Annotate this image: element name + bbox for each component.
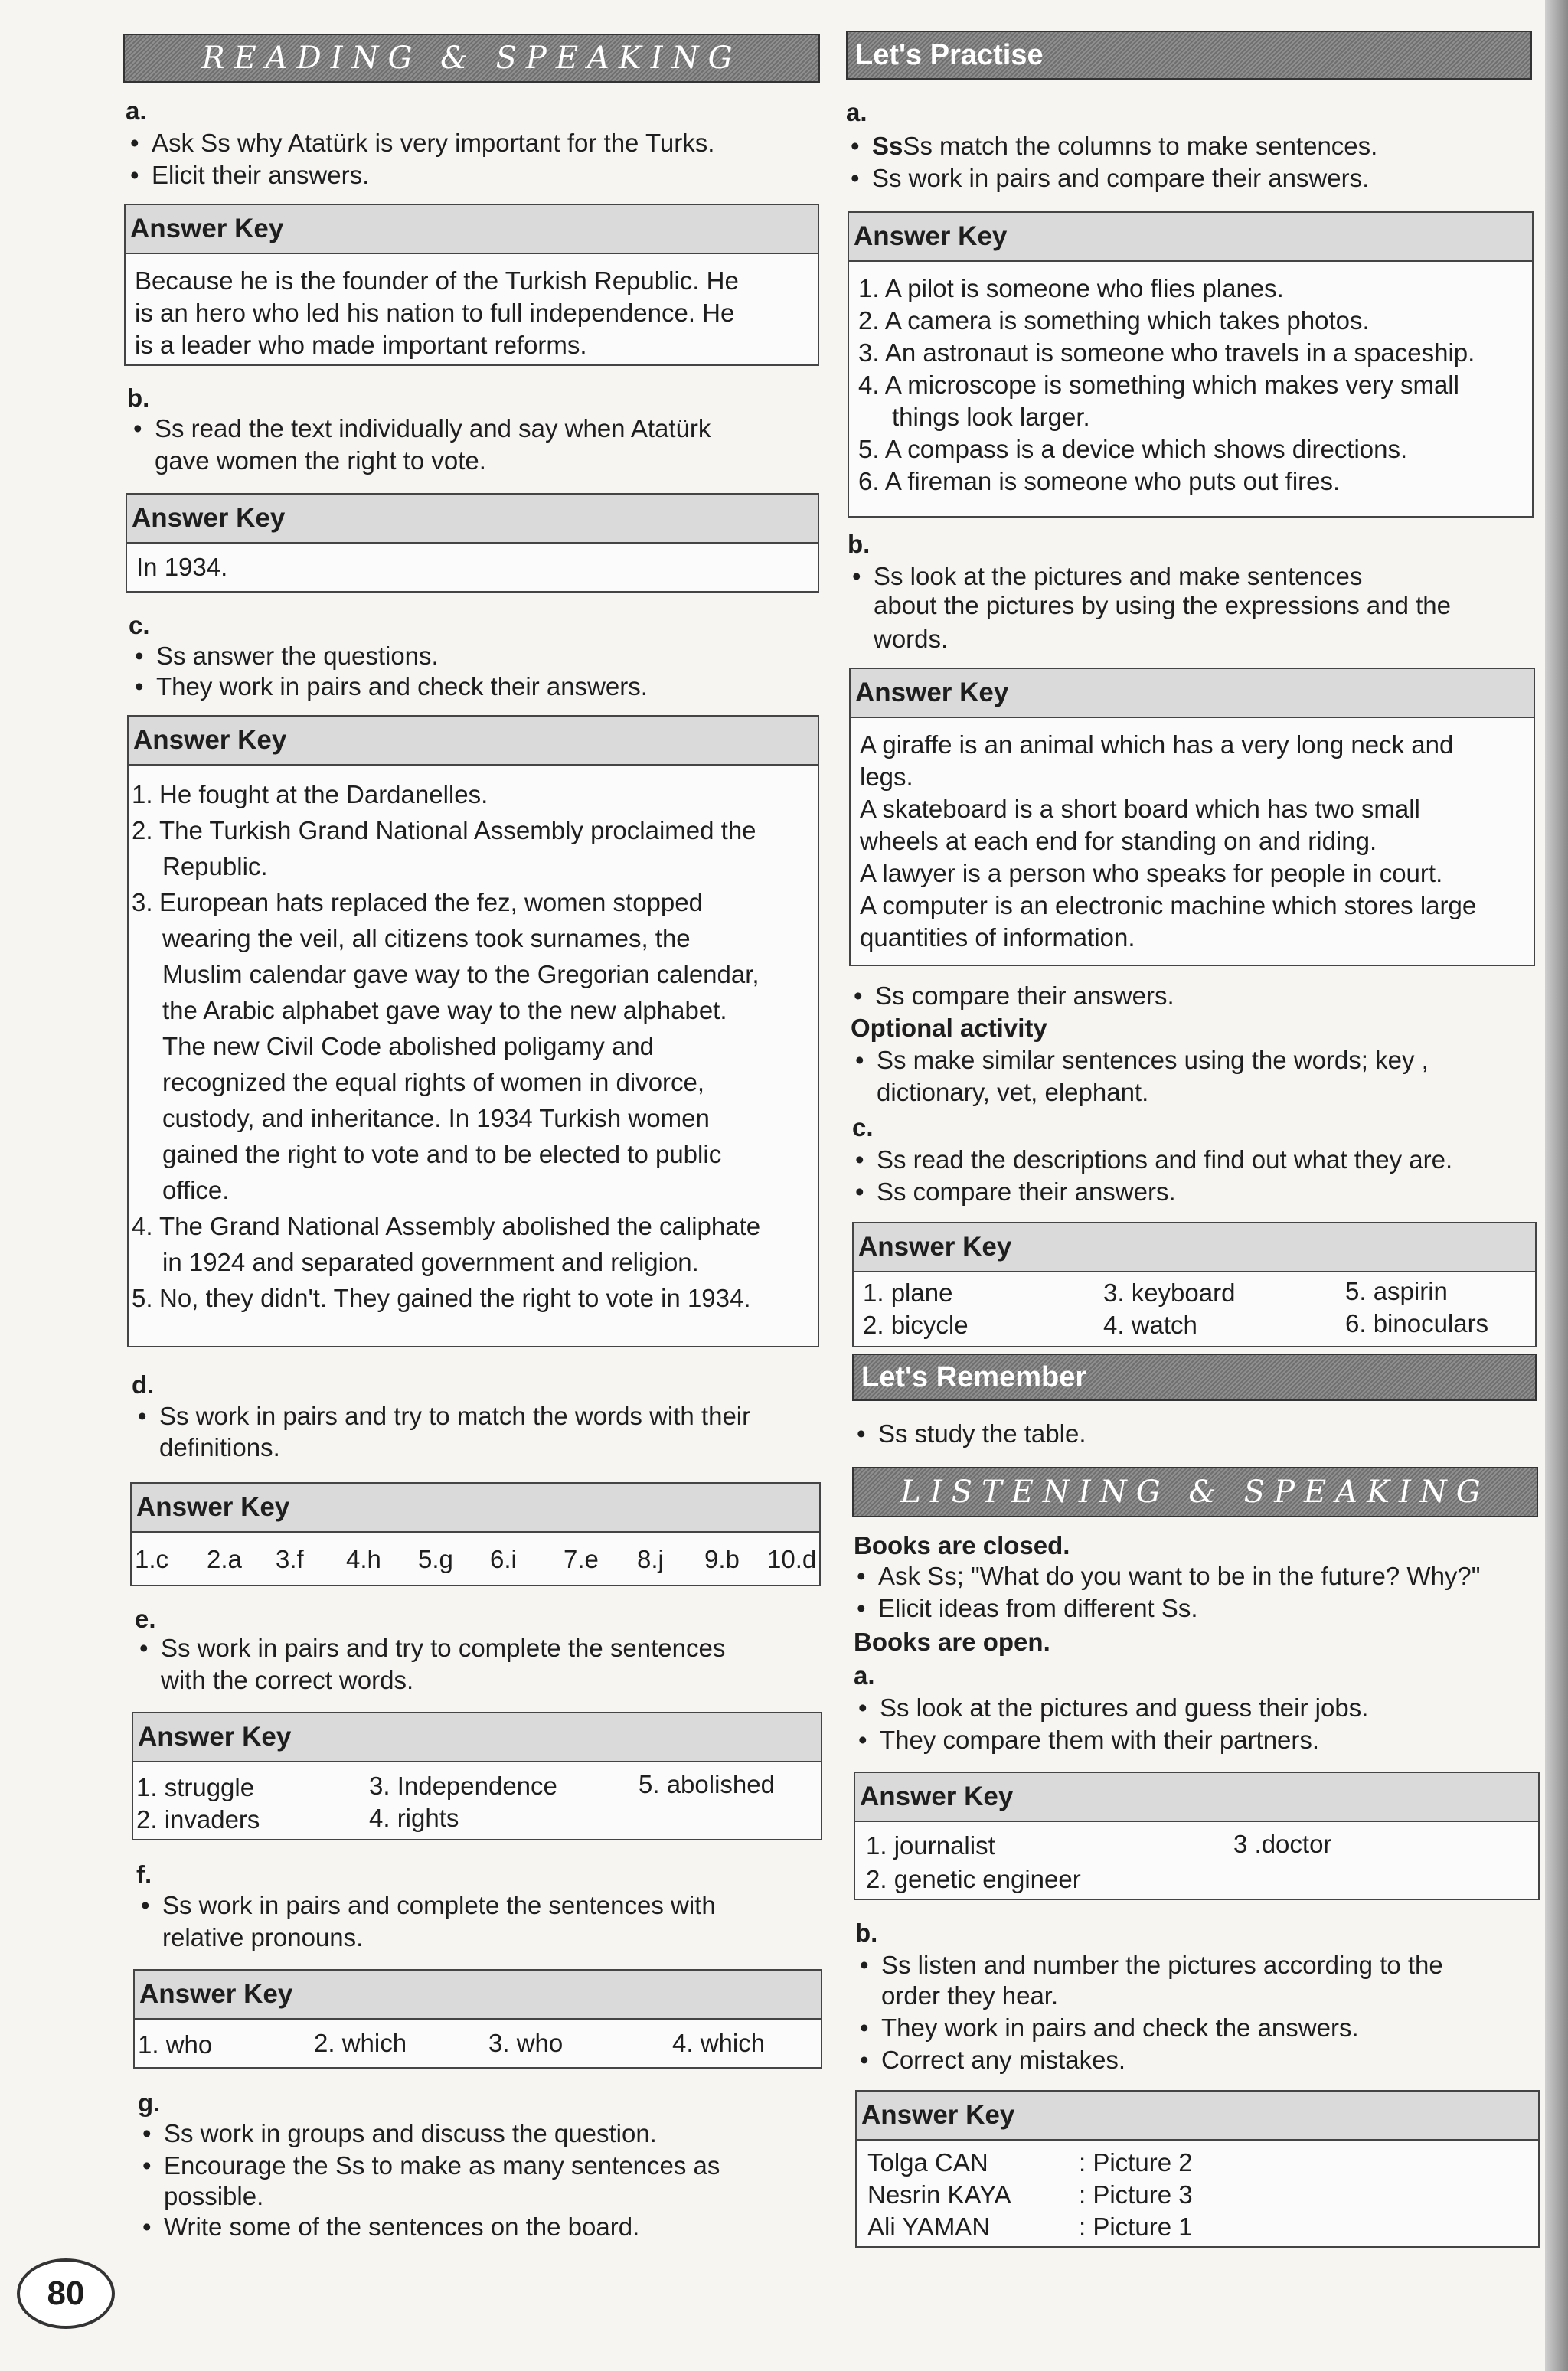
bullet: • Ss compare their answers.	[877, 1176, 1176, 1208]
answer-cell: 3 .doctor	[1233, 1830, 1332, 1858]
answer-key-title: Answer Key	[133, 1713, 821, 1762]
answer-line: is an hero who led his nation to full independence. He	[135, 299, 735, 327]
picture-number: : Picture 3	[1079, 2180, 1193, 2209]
student-name: Ali YAMAN	[867, 2213, 991, 2241]
answer-line: A computer is an electronic machine which stores large	[860, 891, 1477, 919]
bullet: • Ss work in pairs and try to complete the sentences	[161, 1632, 725, 1664]
bullet-continuation: with the correct words.	[161, 1666, 414, 1694]
section-f-letter: f.	[136, 1860, 152, 1889]
answer-key-box	[849, 668, 1535, 966]
answer-key-title: Answer Key	[854, 1223, 1535, 1272]
answer-key-box	[133, 1969, 822, 2069]
section-e-letter: e.	[135, 1605, 156, 1633]
answer-key-title: Answer Key	[126, 205, 818, 254]
section-a-letter: a.	[126, 96, 147, 125]
answer-key-box	[848, 211, 1534, 518]
answer-line: 4. A microscope is something which makes very small	[858, 371, 1459, 399]
answer-key-box	[852, 1222, 1537, 1347]
section-g-letter: g.	[138, 2089, 161, 2117]
student-name: Nesrin KAYA	[867, 2180, 1011, 2209]
bullet-continuation: order they hear.	[881, 1981, 1059, 2010]
answer-cell: 1. struggle	[136, 1773, 255, 1801]
answer-item-line: wearing the veil, all citizens took surnames, the	[162, 924, 691, 952]
answer-cell: 2. which	[314, 2029, 407, 2057]
bullet: • Ss listen and number the pictures according to the	[881, 1949, 1443, 1981]
answer-cell: 2. genetic engineer	[866, 1865, 1081, 1893]
section-b-letter: b.	[855, 1919, 878, 1947]
answer-key-title: Answer Key	[127, 495, 818, 544]
answer-cell: 4.h	[346, 1545, 381, 1573]
answer-cell: 9.b	[704, 1545, 740, 1573]
bullet: • SsSs match the columns to make sentences.	[872, 130, 1377, 162]
bullet: • Ss answer the questions.	[156, 640, 439, 672]
answer-item-line: recognized the equal rights of women in divorce,	[162, 1068, 705, 1096]
answer-key-title: Answer Key	[135, 1971, 821, 2020]
answer-cell: 1.c	[135, 1545, 169, 1573]
bullet: • Ss study the table.	[878, 1418, 1086, 1450]
section-c-letter: c.	[852, 1113, 874, 1141]
answer-line: 2. A camera is something which takes photos.	[858, 306, 1370, 335]
picture-number: : Picture 1	[1079, 2213, 1193, 2241]
answer-key-box	[132, 1712, 822, 1840]
reading-speaking-banner: READING & SPEAKING	[123, 34, 820, 83]
answer-line: In 1934.	[136, 553, 228, 581]
section-a-letter: a.	[854, 1661, 875, 1690]
answer-key-title: Answer Key	[849, 213, 1532, 262]
bullet: • Encourage the Ss to make as many sentences as	[164, 2150, 720, 2182]
bullet: • They work in pairs and check their answers.	[156, 671, 648, 703]
answer-line: 6. A fireman is someone who puts out fires.	[858, 467, 1341, 495]
book-spine-shadow	[1545, 0, 1568, 2371]
answer-cell: 3. Independence	[369, 1772, 557, 1800]
bullet: • Write some of the sentences on the board.	[164, 2211, 639, 2243]
bullet: • Ss compare their answers.	[875, 980, 1174, 1012]
answer-cell: 1. journalist	[866, 1831, 995, 1860]
answer-key-box	[855, 2090, 1540, 2248]
answer-cell: 3. who	[488, 2029, 564, 2057]
answer-item-number: 5.	[132, 1284, 153, 1312]
bullet: • Ss look at the pictures and make sentences	[874, 560, 1362, 593]
answer-item-line: Muslim calendar gave way to the Gregorian calendar,	[162, 960, 760, 988]
answer-line: 1. A pilot is someone who flies planes.	[858, 274, 1284, 302]
answer-cell: 10.d	[767, 1545, 817, 1573]
answer-item-line: gained the right to vote and to be elected to public	[162, 1140, 722, 1168]
bullet: • They work in pairs and check the answers.	[881, 2012, 1359, 2044]
bullet: • Ss read the descriptions and find out what they are.	[877, 1144, 1452, 1176]
answer-cell: 7.e	[564, 1545, 599, 1573]
answer-line: things look larger.	[892, 403, 1090, 431]
bullet: • Ss work in pairs and compare their answers.	[872, 162, 1369, 194]
answer-item-number: 2.	[132, 816, 153, 844]
answer-cell: 4. which	[672, 2029, 766, 2057]
answer-line: is a leader who made important reforms.	[135, 331, 587, 359]
answer-key-title: Answer Key	[129, 717, 818, 766]
answer-line: 3. An astronaut is someone who travels in a spaceship.	[858, 338, 1475, 367]
bullet-continuation: definitions.	[159, 1433, 280, 1461]
answer-cell: 2. invaders	[136, 1805, 260, 1834]
answer-item-line: 2. The Turkish Grand National Assembly proclaimed the	[132, 812, 756, 848]
answer-item-number: 3.	[132, 888, 153, 916]
answer-cell: 2. bicycle	[863, 1311, 969, 1339]
answer-item	[132, 776, 488, 812]
answer-key-box	[124, 204, 819, 366]
lets-practise-banner: Let's Practise	[846, 31, 1532, 80]
bullet: • Ss look at the pictures and guess their jobs.	[880, 1692, 1368, 1724]
answer-item-line: 5. No, they didn't. They gained the right to vote in 1934.	[132, 1280, 751, 1316]
answer-line: wheels at each end for standing on and riding.	[860, 827, 1377, 855]
answer-key-box	[127, 715, 819, 1347]
bullet-continuation: about the pictures by using the expressions and the	[874, 591, 1451, 619]
answer-cell: 6. binoculars	[1345, 1309, 1489, 1337]
section-d-letter: d.	[132, 1370, 155, 1399]
answer-item	[132, 1208, 760, 1280]
answer-key-box	[130, 1482, 821, 1586]
bullet: • Ss make similar sentences using the words; key ,	[877, 1044, 1429, 1076]
answer-cell: 1. who	[138, 2030, 213, 2059]
answer-item-line: 3. European hats replaced the fez, women stopped	[132, 884, 760, 920]
section-a-letter: a.	[846, 98, 867, 126]
answer-line: Because he is the founder of the Turkish Republic. He	[135, 266, 739, 295]
listening-speaking-banner: LISTENING & SPEAKING	[852, 1467, 1538, 1517]
bullet-continuation: relative pronouns.	[162, 1923, 364, 1951]
answer-cell: 6.i	[490, 1545, 517, 1573]
answer-item-line: custody, and inheritance. In 1934 Turkish women	[162, 1104, 710, 1132]
answer-cell: 4. rights	[369, 1804, 459, 1832]
answer-item	[132, 884, 760, 1208]
answer-cell: 1. plane	[863, 1279, 953, 1307]
books-open-label: Books are open.	[854, 1628, 1050, 1656]
optional-activity-title: Optional activity	[851, 1014, 1047, 1042]
answer-line: A skateboard is a short board which has two small	[860, 795, 1420, 823]
answer-cell: 3.f	[276, 1545, 304, 1573]
answer-line: quantities of information.	[860, 923, 1135, 952]
answer-key-title: Answer Key	[857, 2092, 1538, 2141]
answer-item-line: office.	[162, 1176, 230, 1204]
answer-key-title: Answer Key	[851, 669, 1534, 718]
bullet: • Ss work in pairs and complete the sentences with	[162, 1889, 716, 1922]
lets-remember-banner: Let's Remember	[852, 1354, 1537, 1401]
answer-item	[132, 1280, 751, 1316]
bullet: • Ask Ss; "What do you want to be in the future? Why?"	[878, 1560, 1481, 1592]
bullet: • Ss read the text individually and say when Atatürk	[155, 413, 710, 445]
answer-item-line: in 1924 and separated government and religion.	[162, 1248, 699, 1276]
student-name: Tolga CAN	[867, 2148, 988, 2177]
section-b-letter: b.	[127, 384, 150, 412]
answer-cell: 5. aspirin	[1345, 1277, 1448, 1305]
picture-number: : Picture 2	[1079, 2148, 1193, 2177]
answer-line: legs.	[860, 763, 913, 791]
answer-item-line: The new Civil Code abolished poligamy and	[162, 1032, 655, 1060]
bullet: • Elicit their answers.	[152, 159, 369, 191]
answer-cell: 4. watch	[1103, 1311, 1197, 1339]
bullet: • Ss work in groups and discuss the question.	[164, 2118, 657, 2150]
answer-line: 5. A compass is a device which shows directions.	[858, 435, 1408, 463]
bullet: • Ss work in pairs and try to match the words with their	[159, 1400, 750, 1432]
answer-line: A lawyer is a person who speaks for people in court.	[860, 859, 1443, 887]
answer-key-title: Answer Key	[132, 1484, 819, 1533]
section-b-letter: b.	[848, 530, 871, 558]
answer-key-title: Answer Key	[855, 1773, 1538, 1822]
answer-item-number: 1.	[132, 780, 153, 808]
bullet: • Elicit ideas from different Ss.	[878, 1592, 1198, 1625]
answer-cell: 5. abolished	[639, 1770, 775, 1798]
bullet-continuation: gave women the right to vote.	[155, 446, 486, 475]
answer-cell: 2.a	[207, 1545, 242, 1573]
answer-item	[132, 812, 756, 884]
section-c-letter: c.	[129, 611, 150, 639]
answer-line: A giraffe is an animal which has a very long neck and	[860, 730, 1454, 759]
books-closed-label: Books are closed.	[854, 1531, 1070, 1559]
bullet: • They compare them with their partners.	[880, 1724, 1319, 1756]
answer-key-box	[126, 493, 819, 593]
answer-item-line: 1. He fought at the Dardanelles.	[132, 776, 488, 812]
answer-item-line: 4. The Grand National Assembly abolished the caliphate	[132, 1208, 760, 1244]
answer-item-line: the Arabic alphabet gave way to the new alphabet.	[162, 996, 727, 1024]
bullet: • Ask Ss why Atatürk is very important for the Turks.	[152, 127, 714, 159]
bullet: • Correct any mistakes.	[881, 2044, 1125, 2076]
answer-key-box	[854, 1772, 1540, 1900]
answer-cell: 8.j	[637, 1545, 664, 1573]
bullet-continuation: dictionary, vet, elephant.	[877, 1078, 1149, 1106]
bullet-continuation: possible.	[164, 2182, 264, 2210]
answer-cell: 3. keyboard	[1103, 1279, 1236, 1307]
answer-item-line: Republic.	[162, 852, 268, 880]
answer-item-number: 4.	[132, 1212, 153, 1240]
page-number: 80	[17, 2258, 115, 2329]
answer-cell: 5.g	[418, 1545, 453, 1573]
bullet-continuation: words.	[874, 625, 949, 653]
